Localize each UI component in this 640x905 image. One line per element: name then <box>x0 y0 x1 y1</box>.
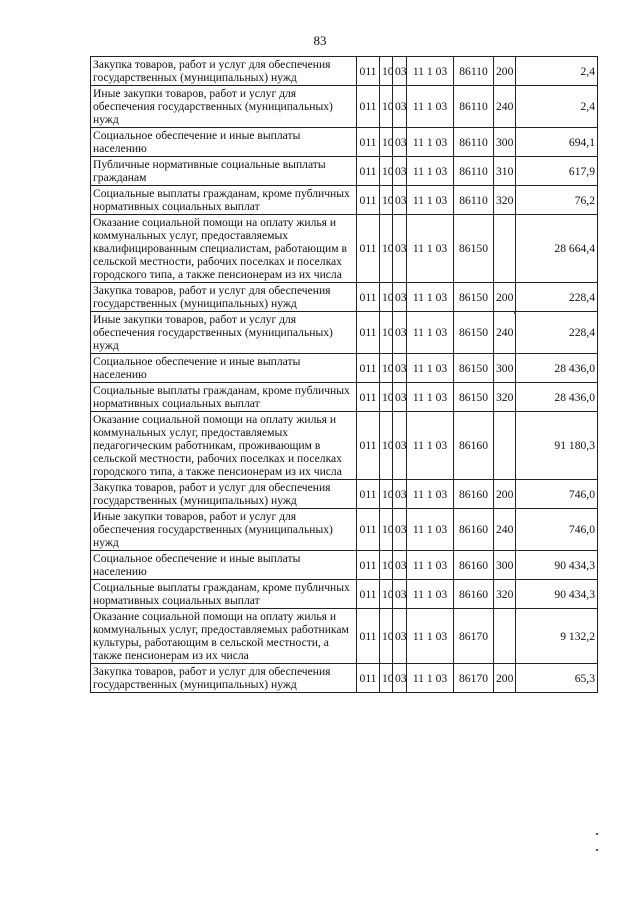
direction-code-cell: 86160 <box>454 412 494 480</box>
section-code-cell: 10 <box>380 186 393 215</box>
subsection-code-cell: 03 <box>393 157 407 186</box>
expense-type-cell: 300 <box>494 128 516 157</box>
program-code-cell: 11 1 03 <box>407 609 454 664</box>
program-code-cell: 11 1 03 <box>407 509 454 551</box>
amount-cell: 746,0 <box>516 480 598 509</box>
amount-cell: 76,2 <box>516 186 598 215</box>
section-code-cell: 10 <box>380 383 393 412</box>
direction-code-cell: 86170 <box>454 609 494 664</box>
section-code-cell: 10 <box>380 215 393 283</box>
admin-code-cell: 011 <box>357 383 380 412</box>
subsection-code-cell: 03 <box>393 580 407 609</box>
expense-type-cell: 200 <box>494 57 516 86</box>
admin-code-cell: 011 <box>357 215 380 283</box>
scan-speck <box>514 312 516 314</box>
table-row <box>91 412 598 480</box>
admin-code-cell: 011 <box>357 509 380 551</box>
expense-type-cell <box>494 609 516 664</box>
section-code-cell: 10 <box>380 412 393 480</box>
amount-cell: 91 180,3 <box>516 412 598 480</box>
subsection-code-cell: 03 <box>393 186 407 215</box>
admin-code-cell: 011 <box>357 412 380 480</box>
admin-code-cell: 011 <box>357 551 380 580</box>
row-name-cell: Закупка товаров, работ и услуг для обеспечения государственных (муниципальных) нужд <box>91 480 357 509</box>
row-name-cell: Иные закупки товаров, работ и услуг для обеспечения государственных (муниципальных) нужд <box>91 312 357 354</box>
subsection-code-cell: 03 <box>393 215 407 283</box>
row-name-cell: Закупка товаров, работ и услуг для обеспечения государственных (муниципальных) нужд <box>91 283 357 312</box>
direction-code-cell: 86160 <box>454 580 494 609</box>
section-code-cell: 10 <box>380 609 393 664</box>
table-body <box>91 57 598 693</box>
program-code-cell: 11 1 03 <box>407 383 454 412</box>
admin-code-cell: 011 <box>357 186 380 215</box>
table-row <box>91 312 598 354</box>
amount-cell: 28 664,4 <box>516 215 598 283</box>
row-name-cell: Оказание социальной помощи на оплату жилья и коммунальных услуг, предоставляемых работникам культуры, работающим в сельской местности, а также пенсионерам из их числа <box>91 609 357 664</box>
amount-cell: 617,9 <box>516 157 598 186</box>
subsection-code-cell: 03 <box>393 354 407 383</box>
program-code-cell: 11 1 03 <box>407 664 454 693</box>
program-code-cell: 11 1 03 <box>407 580 454 609</box>
row-name-cell: Закупка товаров, работ и услуг для обеспечения государственных (муниципальных) нужд <box>91 57 357 86</box>
table-row <box>91 580 598 609</box>
table-row <box>91 215 598 283</box>
table-row <box>91 157 598 186</box>
direction-code-cell: 86160 <box>454 551 494 580</box>
amount-cell: 694,1 <box>516 128 598 157</box>
expense-type-cell <box>494 412 516 480</box>
amount-cell: 228,4 <box>516 283 598 312</box>
section-code-cell: 10 <box>380 283 393 312</box>
expense-type-cell: 240 <box>494 86 516 128</box>
expense-type-cell: 320 <box>494 580 516 609</box>
expense-type-cell: 200 <box>494 664 516 693</box>
amount-cell: 746,0 <box>516 509 598 551</box>
program-code-cell: 11 1 03 <box>407 551 454 580</box>
section-code-cell: 10 <box>380 664 393 693</box>
row-name-cell: Оказание социальной помощи на оплату жилья и коммунальных услуг, предоставляемых квалифицированным специалистам, работающим в сельской местности, рабочих поселках и поселках городского типа, а также пенсионерам из их числа <box>91 215 357 283</box>
subsection-code-cell: 03 <box>393 312 407 354</box>
table-row <box>91 383 598 412</box>
row-name-cell: Социальные выплаты гражданам, кроме публичных нормативных социальных выплат <box>91 186 357 215</box>
admin-code-cell: 011 <box>357 354 380 383</box>
page-number: 83 <box>313 33 327 48</box>
row-name-cell: Социальное обеспечение и иные выплаты населению <box>91 128 357 157</box>
direction-code-cell: 86150 <box>454 354 494 383</box>
budget-table <box>90 56 598 693</box>
admin-code-cell: 011 <box>357 57 380 86</box>
subsection-code-cell: 03 <box>393 480 407 509</box>
amount-cell: 65,3 <box>516 664 598 693</box>
program-code-cell: 11 1 03 <box>407 312 454 354</box>
amount-cell: 2,4 <box>516 57 598 86</box>
row-name-cell: Социальные выплаты гражданам, кроме публичных нормативных социальных выплат <box>91 580 357 609</box>
program-code-cell: 11 1 03 <box>407 186 454 215</box>
amount-cell: 90 434,3 <box>516 580 598 609</box>
subsection-code-cell: 03 <box>393 57 407 86</box>
expense-type-cell: 310 <box>494 157 516 186</box>
subsection-code-cell: 03 <box>393 128 407 157</box>
expense-type-cell: 300 <box>494 354 516 383</box>
direction-code-cell: 86110 <box>454 157 494 186</box>
section-code-cell: 10 <box>380 128 393 157</box>
scan-speck <box>596 849 598 851</box>
table-row <box>91 128 598 157</box>
subsection-code-cell: 03 <box>393 551 407 580</box>
table-row <box>91 609 598 664</box>
direction-code-cell: 86170 <box>454 664 494 693</box>
scan-speck <box>596 833 598 835</box>
program-code-cell: 11 1 03 <box>407 354 454 383</box>
subsection-code-cell: 03 <box>393 383 407 412</box>
program-code-cell: 11 1 03 <box>407 412 454 480</box>
table-row <box>91 354 598 383</box>
section-code-cell: 10 <box>380 86 393 128</box>
table-row <box>91 551 598 580</box>
program-code-cell: 11 1 03 <box>407 157 454 186</box>
direction-code-cell: 86160 <box>454 480 494 509</box>
direction-code-cell: 86160 <box>454 509 494 551</box>
table-row <box>91 57 598 86</box>
direction-code-cell: 86150 <box>454 283 494 312</box>
expense-type-cell: 240 <box>494 509 516 551</box>
row-name-cell: Иные закупки товаров, работ и услуг для обеспечения государственных (муниципальных) нужд <box>91 86 357 128</box>
section-code-cell: 10 <box>380 312 393 354</box>
section-code-cell: 10 <box>380 354 393 383</box>
expense-type-cell <box>494 215 516 283</box>
row-name-cell: Иные закупки товаров, работ и услуг для обеспечения государственных (муниципальных) нужд <box>91 509 357 551</box>
direction-code-cell: 86150 <box>454 383 494 412</box>
amount-cell: 2,4 <box>516 86 598 128</box>
expense-type-cell: 240 <box>494 312 516 354</box>
row-name-cell: Публичные нормативные социальные выплаты гражданам <box>91 157 357 186</box>
direction-code-cell: 86110 <box>454 86 494 128</box>
admin-code-cell: 011 <box>357 609 380 664</box>
row-name-cell: Закупка товаров, работ и услуг для обеспечения государственных (муниципальных) нужд <box>91 664 357 693</box>
expense-type-cell: 200 <box>494 480 516 509</box>
admin-code-cell: 011 <box>357 480 380 509</box>
program-code-cell: 11 1 03 <box>407 215 454 283</box>
program-code-cell: 11 1 03 <box>407 57 454 86</box>
table-row <box>91 86 598 128</box>
admin-code-cell: 011 <box>357 86 380 128</box>
table-row <box>91 480 598 509</box>
expense-type-cell: 300 <box>494 551 516 580</box>
section-code-cell: 10 <box>380 480 393 509</box>
direction-code-cell: 86110 <box>454 186 494 215</box>
program-code-cell: 11 1 03 <box>407 480 454 509</box>
section-code-cell: 10 <box>380 551 393 580</box>
program-code-cell: 11 1 03 <box>407 86 454 128</box>
subsection-code-cell: 03 <box>393 412 407 480</box>
admin-code-cell: 011 <box>357 283 380 312</box>
row-name-cell: Социальное обеспечение и иные выплаты населению <box>91 354 357 383</box>
table-row <box>91 186 598 215</box>
subsection-code-cell: 03 <box>393 609 407 664</box>
section-code-cell: 10 <box>380 509 393 551</box>
amount-cell: 28 436,0 <box>516 383 598 412</box>
direction-code-cell: 86110 <box>454 128 494 157</box>
admin-code-cell: 011 <box>357 157 380 186</box>
amount-cell: 28 436,0 <box>516 354 598 383</box>
amount-cell: 228,4 <box>516 312 598 354</box>
subsection-code-cell: 03 <box>393 86 407 128</box>
program-code-cell: 11 1 03 <box>407 128 454 157</box>
subsection-code-cell: 03 <box>393 283 407 312</box>
amount-cell: 9 132,2 <box>516 609 598 664</box>
row-name-cell: Социальное обеспечение и иные выплаты населению <box>91 551 357 580</box>
table-row <box>91 283 598 312</box>
table-row <box>91 509 598 551</box>
direction-code-cell: 86150 <box>454 215 494 283</box>
admin-code-cell: 011 <box>357 580 380 609</box>
row-name-cell: Оказание социальной помощи на оплату жилья и коммунальных услуг, предоставляемых педагогическим работникам, проживающим в сельской местности, рабочих поселках и поселках городского типа, а также пенсионерам из их числа <box>91 412 357 480</box>
expense-type-cell: 320 <box>494 383 516 412</box>
admin-code-cell: 011 <box>357 664 380 693</box>
section-code-cell: 10 <box>380 157 393 186</box>
direction-code-cell: 86150 <box>454 312 494 354</box>
subsection-code-cell: 03 <box>393 509 407 551</box>
table-row <box>91 664 598 693</box>
row-name-cell: Социальные выплаты гражданам, кроме публичных нормативных социальных выплат <box>91 383 357 412</box>
amount-cell: 90 434,3 <box>516 551 598 580</box>
section-code-cell: 10 <box>380 57 393 86</box>
section-code-cell: 10 <box>380 580 393 609</box>
admin-code-cell: 011 <box>357 312 380 354</box>
program-code-cell: 11 1 03 <box>407 283 454 312</box>
subsection-code-cell: 03 <box>393 664 407 693</box>
direction-code-cell: 86110 <box>454 57 494 86</box>
expense-type-cell: 320 <box>494 186 516 215</box>
admin-code-cell: 011 <box>357 128 380 157</box>
expense-type-cell: 200 <box>494 283 516 312</box>
